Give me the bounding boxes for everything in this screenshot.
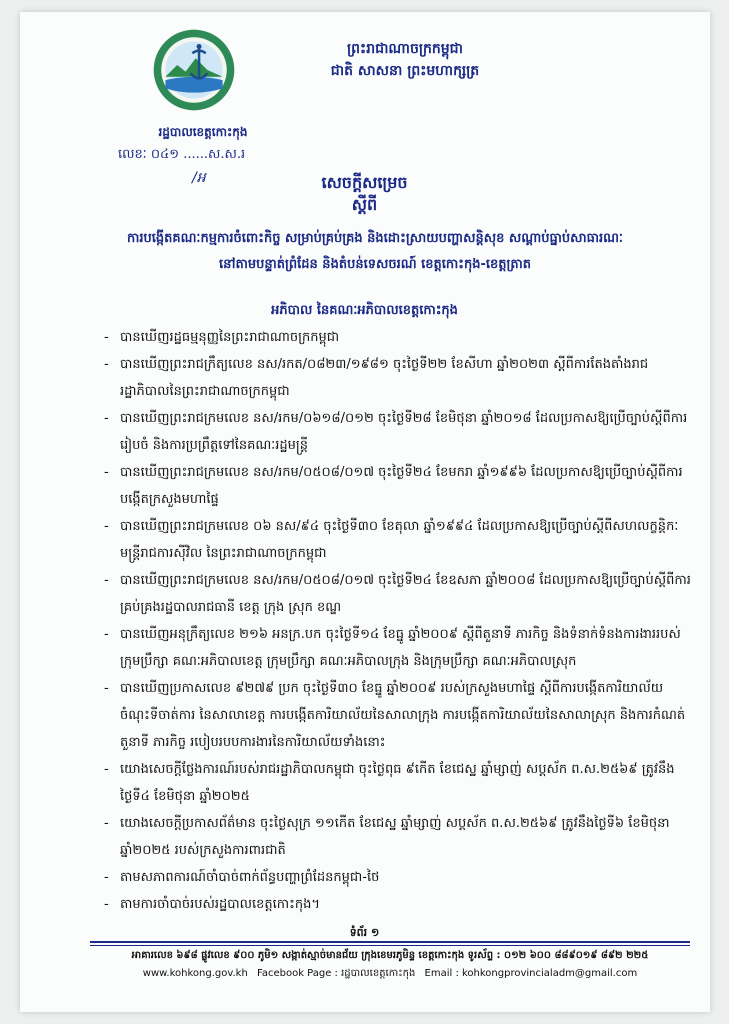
clause-item: - បានឃើញព្រះរាជក្រមលេខ ០៦ នស/៩៤ ចុះថ្ងៃទី៣០ ខែតុលា ឆ្នាំ១៩៩៤ ដែលប្រកាសឱ្យប្រើច្បាប់ស្តីពីសហលក្ខន្តិកៈមន្ត្រីរាជការស៊ីវិល នៃព្រះរាជាណាចក្រកម្ពុជា	[104, 513, 694, 567]
clause-item: - តាមការចាំបាច់របស់រដ្ឋបាលខេត្តកោះកុង។	[104, 891, 694, 918]
clause-item: - យោងសេចក្តីថ្លែងការណ៍របស់រាជរដ្ឋាភិបាលកម្ពុជា ចុះថ្ងៃពុធ ៩កើត ខែជេស្ឋ ឆ្នាំម្សាញ់ សប្តស័ក ព.ស.២៥៦៩ ត្រូវនឹងថ្ងៃទី៤ ខែមិថុនា ឆ្នាំ២០២៥	[104, 756, 694, 810]
footer-divider-thin	[90, 945, 690, 946]
national-motto: ជាតិ សាសនា ព្រះមហាក្សត្រ	[330, 63, 480, 79]
footer-website-link[interactable]: www.kohkong.gov.kh	[142, 968, 248, 979]
handwritten-mark: /អ	[192, 170, 206, 186]
document-title: សេចក្តីសម្រេច	[321, 173, 408, 192]
page-number: ទំព័រ ១	[349, 926, 380, 939]
subject-line-1: ការបង្កើតគណៈកម្មការចំពោះកិច្ច សម្រាប់គ្រប់គ្រង និងដោះស្រាយបញ្ហាសន្តិសុខ សណ្តាប់ធ្នាប់សាធារណៈ	[127, 231, 623, 246]
reference-number: លេខៈ ០៤១ ......ស.ស.រ	[118, 147, 246, 162]
document-title-block	[0, 172, 729, 216]
footer-email: Email : kohkongprovincialadm@gmail.com	[424, 968, 638, 979]
issuing-administration: រដ្ឋបាលខេត្តកោះកុង	[158, 125, 248, 139]
footer-divider	[90, 941, 690, 943]
footer-address: អាគារលេខ ៦៩៨ ផ្លូវលេខ ៩០០ ភូមិ១ សង្កាត់ស្មាច់មានជ័យ ក្រុងខេមរភូមិន្ទ ខេត្តកោះកុង ទូរស័ព្ទ : ០១២ ៦០០ ៨៨៩០១៩ ៨៩២ ២២៥	[131, 950, 649, 961]
kingdom-name: ព្រះរាជាណាចក្រកម្ពុជា	[346, 41, 463, 57]
clause-item: - បានឃើញព្រះរាជក្រមលេខ នស/រកម/០៦១៨/០១២ ចុះថ្ងៃទី២៨ ខែមិថុនា ឆ្នាំ២០១៨ ដែលប្រកាសឱ្យប្រើច្បាប់ស្តីពីការរៀបចំ និងការប្រព្រឹត្តទៅនៃគណៈរដ្ឋមន្ត្រី	[104, 405, 694, 459]
preamble-clauses	[104, 324, 694, 918]
clause-item: - បានឃើញព្រះរាជក្រមលេខ នស/រកម/០៥០៨/០១៧ ចុះថ្ងៃទី២៤ ខែមករា ឆ្នាំ១៩៩៦ ដែលប្រកាសឱ្យប្រើច្បាប់ស្តីពីការបង្កើតក្រសួងមហាផ្ទៃ	[104, 459, 694, 513]
issuing-authority: អភិបាល នៃគណៈអភិបាលខេត្តកោះកុង	[271, 303, 458, 318]
clause-item: - បានឃើញព្រះរាជក្រឹត្យលេខ នស/រកត/០៨២៣/១៩៨១ ចុះថ្ងៃទី២២ ខែសីហា ឆ្នាំ២០២៣ ស្តីពីការតែងតាំងរាជរដ្ឋាភិបាលនៃព្រះរាជាណាចក្រកម្ពុជា	[104, 351, 694, 405]
clause-item: - បានឃើញអនុក្រឹត្យលេខ ២១៦ អនក្រ.បក ចុះថ្ងៃទី១៤ ខែធ្នូ ឆ្នាំ២០០៩ ស្តីពីតួនាទី ភារកិច្ច និងទំនាក់ទំនងការងាររបស់ក្រុមប្រឹក្សា គណៈអភិបាលខេត្ត ក្រុមប្រឹក្សា គណៈអភិបាលក្រុង និងក្រុមប្រឹក្សា គណៈអភិបាលស្រុក	[104, 621, 694, 675]
document-subject	[60, 226, 690, 278]
clause-item: - យោងសេចក្តីប្រកាសព័ត៌មាន ចុះថ្ងៃសុក្រ ១១កើត ខែជេស្ឋ ឆ្នាំម្សាញ់ សប្តស័ក ព.ស.២៥៦៩ ត្រូវនឹងថ្ងៃទី៦ ខែមិថុនា ឆ្នាំ២០២៥ របស់ក្រសួងការពារជាតិ	[104, 810, 694, 864]
clause-item: - បានឃើញរដ្ឋធម្មនុញ្ញនៃព្រះរាជាណាចក្រកម្ពុជា	[104, 324, 694, 351]
subject-line-2: នៅតាមបន្ទាត់ព្រំដែន និងតំបន់ទេសចរណ៍ ខេត្តកោះកុង-ខេត្តត្រាត	[219, 257, 531, 272]
clause-item: - បានឃើញព្រះរាជក្រមលេខ នស/រកម/០៥០៨/០១៧ ចុះថ្ងៃទី២៤ ខែឧសភា ឆ្នាំ២០០៨ ដែលប្រកាសឱ្យប្រើច្បាប់ស្តីពីការគ្រប់គ្រងរដ្ឋបាលរាជធានី ខេត្ត ក្រុង ស្រុក ខណ្ឌ	[104, 567, 694, 621]
footer-contacts	[80, 966, 700, 981]
clause-item: - តាមសភាពការណ៍ចាំបាច់ពាក់ព័ន្ធបញ្ហាព្រំដែនកម្ពុជា-ថៃ	[104, 864, 694, 891]
kingdom-header	[290, 38, 520, 82]
footer-facebook: Facebook Page : រដ្ឋបាលខេត្តកោះកុង	[257, 968, 416, 979]
clause-item: - បានឃើញប្រកាសលេខ ៩២៧៩ ប្រក ចុះថ្ងៃទី៣០ ខែធ្នូ ឆ្នាំ២០០៩ របស់ក្រសួងមហាផ្ទៃ ស្តីពីការបង្កើតការិយាល័យចំណុះទីចាត់ការ នៃសាលាខេត្ត ការបង្កើតការិយាល័យនៃសាលាក្រុង ការបង្កើតការិយាល័យនៃសាលាស្រុក និងការកំណត់តួនាទី ភារកិច្ច របៀបរបបការងារនៃការិយាល័យទាំងនោះ	[104, 675, 694, 756]
provincial-seal-logo	[152, 28, 236, 112]
document-title-sub: ស្តីពី	[351, 195, 378, 214]
